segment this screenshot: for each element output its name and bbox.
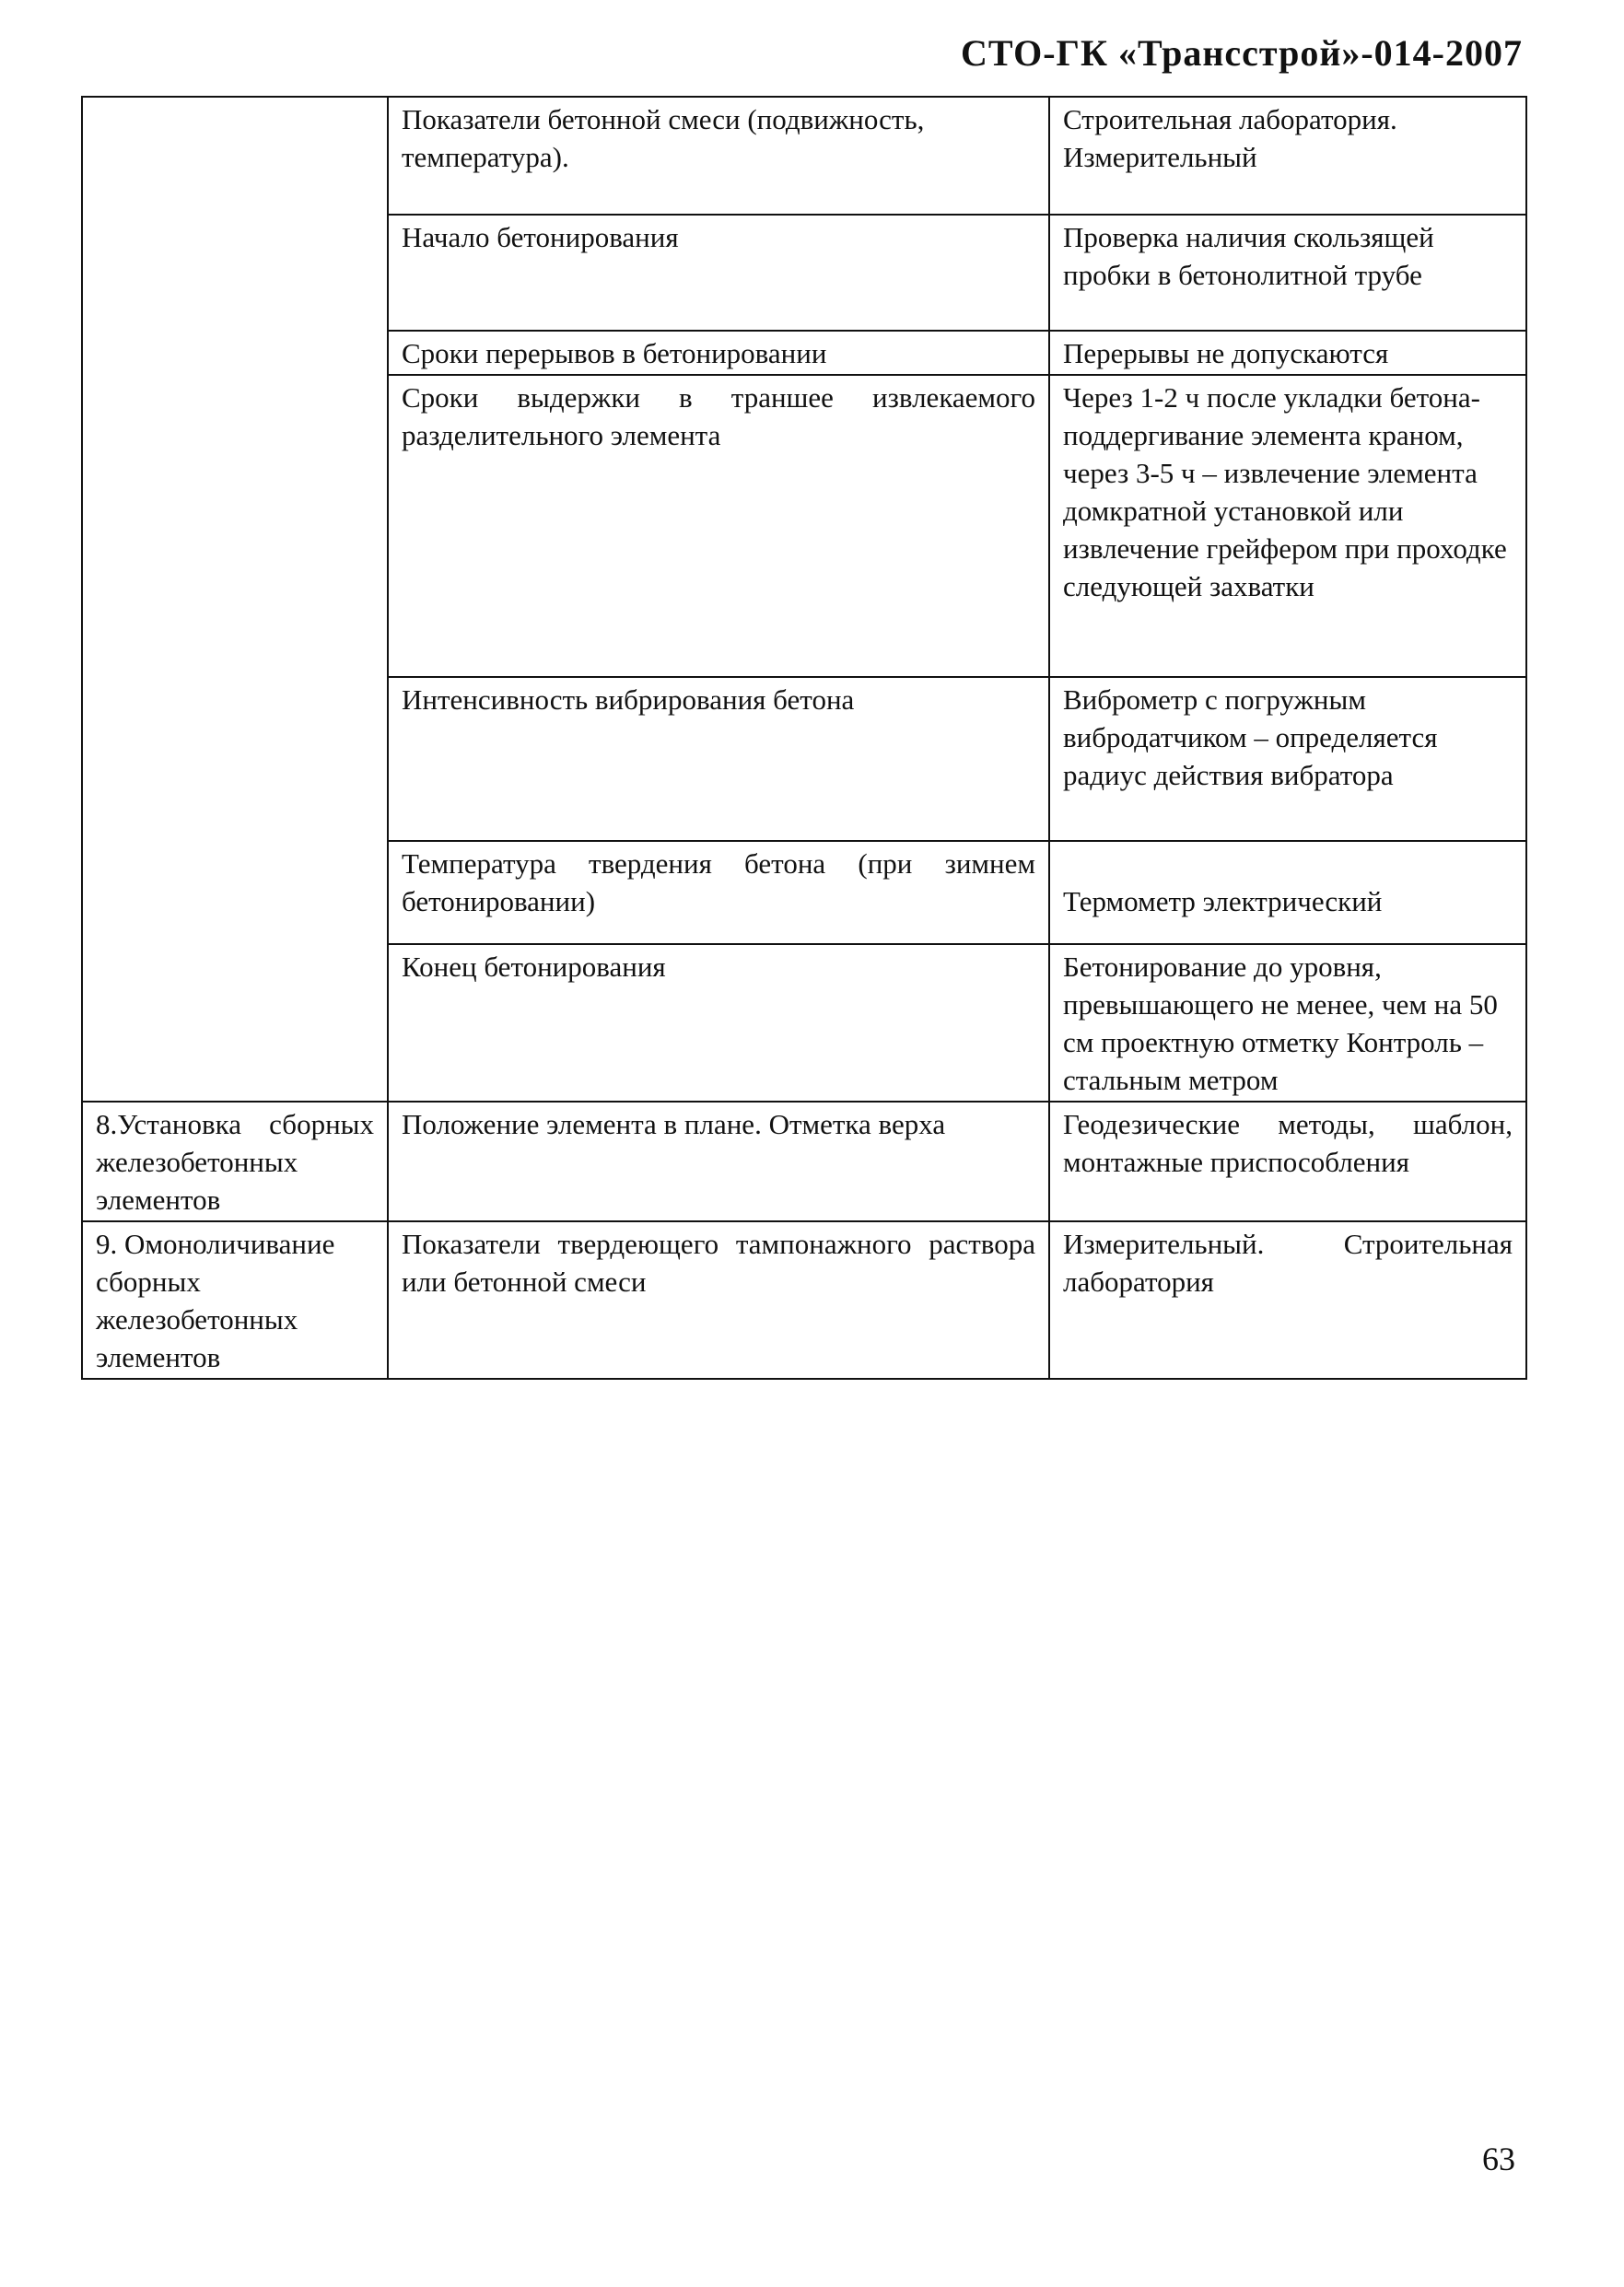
parameter-cell: Показатели бетонной смеси (подвижность, температура). [388, 97, 1049, 215]
parameter-cell: Температура твердения бетона (при зимнем бетонировании) [388, 841, 1049, 944]
parameter-cell: Начало бетонирования [388, 215, 1049, 331]
parameter-cell: Интенсивность вибрирования бетона [388, 677, 1049, 841]
parameter-cell: Конец бетонирования [388, 944, 1049, 1102]
table-row [82, 97, 1526, 215]
method-cell: Геодезические методы, шаблон, монтажные приспособления [1049, 1102, 1526, 1221]
document-code-header: СТО-ГК «Трансстрой»-014-2007 [961, 32, 1523, 74]
table-row [82, 1102, 1526, 1221]
method-cell: Измерительный. Строительная лаборатория [1049, 1221, 1526, 1379]
method-cell: Виброметр с погружным вибродатчиком – определяется радиус действия вибратора [1049, 677, 1526, 841]
parameter-cell: Сроки выдержки в траншее извлекаемого разделительного элемента [388, 375, 1049, 677]
method-cell: Бетонирование до уровня, превышающего не менее, чем на 50 см проектную отметку Контроль – стальным метром [1049, 944, 1526, 1102]
parameter-cell: Показатели твердеющего тампонажного раствора или бетонной смеси [388, 1221, 1049, 1379]
quality-control-table [81, 96, 1527, 1380]
method-cell: Термометр электрический [1049, 841, 1526, 944]
stage-cell: 9. Омоноличивание сборных железобетонных элементов [82, 1221, 388, 1379]
method-cell: Строительная лаборатория. Измерительный [1049, 97, 1526, 215]
method-cell: Перерывы не допускаются [1049, 331, 1526, 375]
stage-cell: 8.Установка сборных железобетонных элементов [82, 1102, 388, 1221]
parameter-cell: Положение элемента в плане. Отметка верха [388, 1102, 1049, 1221]
page-number: 63 [1482, 2141, 1515, 2177]
method-cell: Через 1-2 ч после укладки бетона-поддергивание элемента краном, через 3-5 ч – извлечение элемента домкратной установкой или извлечение грейфером при проходке следующей захватки [1049, 375, 1526, 677]
parameter-cell: Сроки перерывов в бетонировании [388, 331, 1049, 375]
table-row [82, 1221, 1526, 1379]
method-cell: Проверка наличия скользящей пробки в бетонолитной трубе [1049, 215, 1526, 331]
stage-cell-continued [82, 97, 388, 1102]
